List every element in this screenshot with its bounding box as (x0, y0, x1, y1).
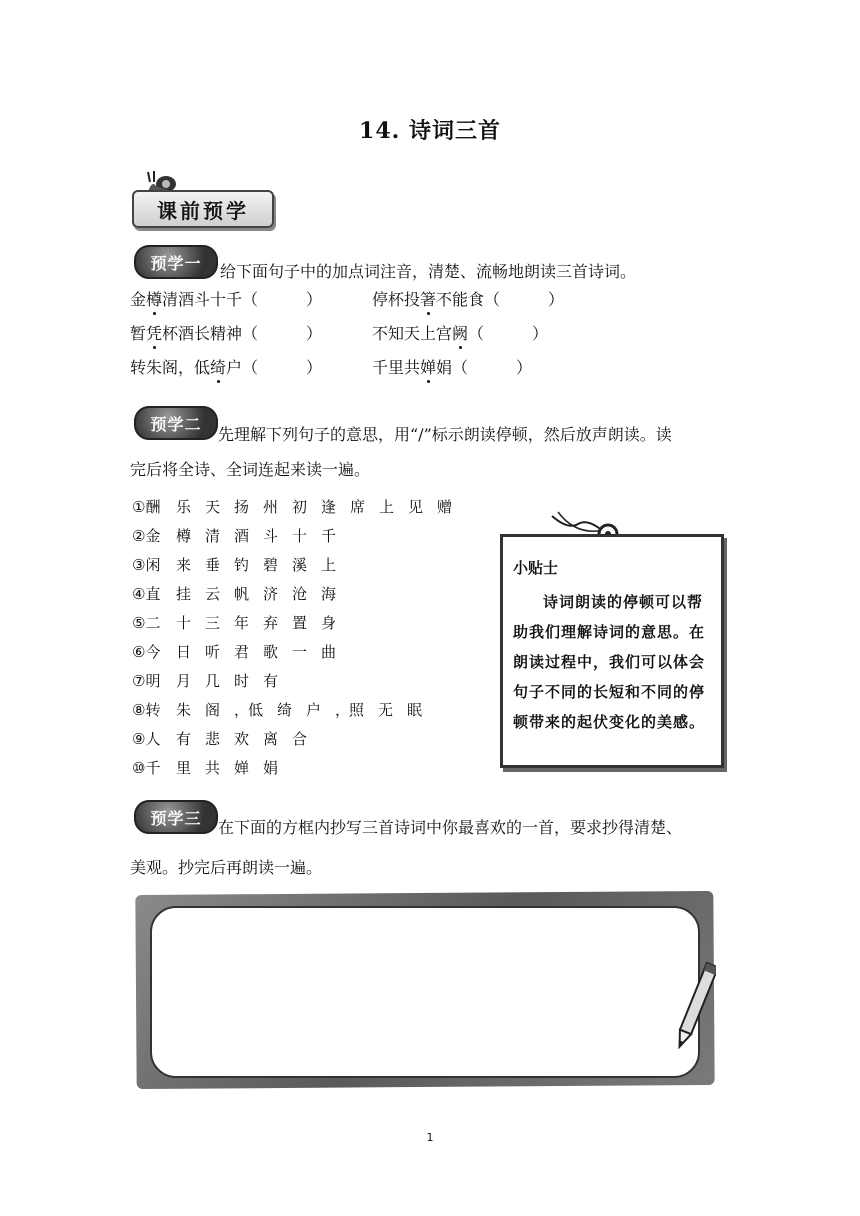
q2-line: ②金 樽 清 酒 斗 十 千 (132, 527, 337, 545)
q2-line: ⑤二 十 三 年 弃 置 身 (132, 614, 337, 632)
q2-line: ⑩千 里 共 婵 娟 (132, 759, 279, 777)
q2-line: ⑧转 朱 阁 ， 低 绮 户 ， 照 无 眠 (132, 701, 423, 719)
q2-line: ⑨人 有 悲 欢 离 合 (132, 730, 308, 748)
q1-item: 暂凭杯酒长精神（ ） (130, 324, 323, 343)
q2-line: ①酬 乐 天 扬 州 初 逢 席 上 见 赠 (132, 498, 453, 516)
page-title: 14. 诗词三首 (359, 118, 501, 144)
q1-badge: 预学一 (134, 245, 218, 279)
q2-badge: 预学二 (134, 406, 218, 440)
section-badge-label: 课前预学 (132, 190, 274, 228)
tip-title: 小贴士 (513, 559, 559, 577)
q2-instruction: 完后将全诗、全词连起来读一遍。 (130, 460, 371, 479)
tip-body: 诗词朗读的停顿可以帮助我们理解诗词的意思。在朗读过程中，我们可以体会句子不同的长短和不同的停顿带来的起伏变化的美感。 (513, 593, 706, 731)
tip-card (500, 534, 724, 768)
q1-item: 不知天上宫阙（ ） (372, 324, 549, 343)
q3-instruction: 美观。抄完后再朗读一遍。 (130, 858, 323, 877)
q1-item: 千里共婵娟（ ） (372, 358, 533, 377)
q2-line: ⑦明 月 几 时 有 (132, 672, 279, 690)
q1-item: 停杯投箸不能食（ ） (372, 290, 565, 309)
q2-line: ④直 挂 云 帆 济 沧 海 (132, 585, 337, 603)
q1-item: 转朱阁，低绮户（ ） (130, 358, 323, 377)
section-badge (132, 166, 272, 228)
q2-line: ③闲 来 垂 钓 碧 溪 上 (132, 556, 337, 574)
q2-instruction: 先理解下列句子的意思，用“/”标示朗读停顿，然后放声朗读。读 (218, 425, 672, 444)
page-number: 1 (426, 1131, 434, 1144)
q1-instruction: 给下面句子中的加点词注音，清楚、流畅地朗读三首诗词。 (220, 262, 637, 281)
q1-item: 金樽清酒斗十千（ ） (130, 290, 323, 309)
q2-line: ⑥今 日 听 君 歌 一 曲 (132, 643, 337, 661)
copy-area[interactable] (150, 906, 700, 1078)
q3-instruction: 在下面的方框内抄写三首诗词中你最喜欢的一首，要求抄得清楚、 (218, 818, 683, 837)
pencil-icon (676, 958, 716, 1054)
q2-lines (132, 492, 466, 782)
q3-badge: 预学三 (134, 800, 218, 834)
